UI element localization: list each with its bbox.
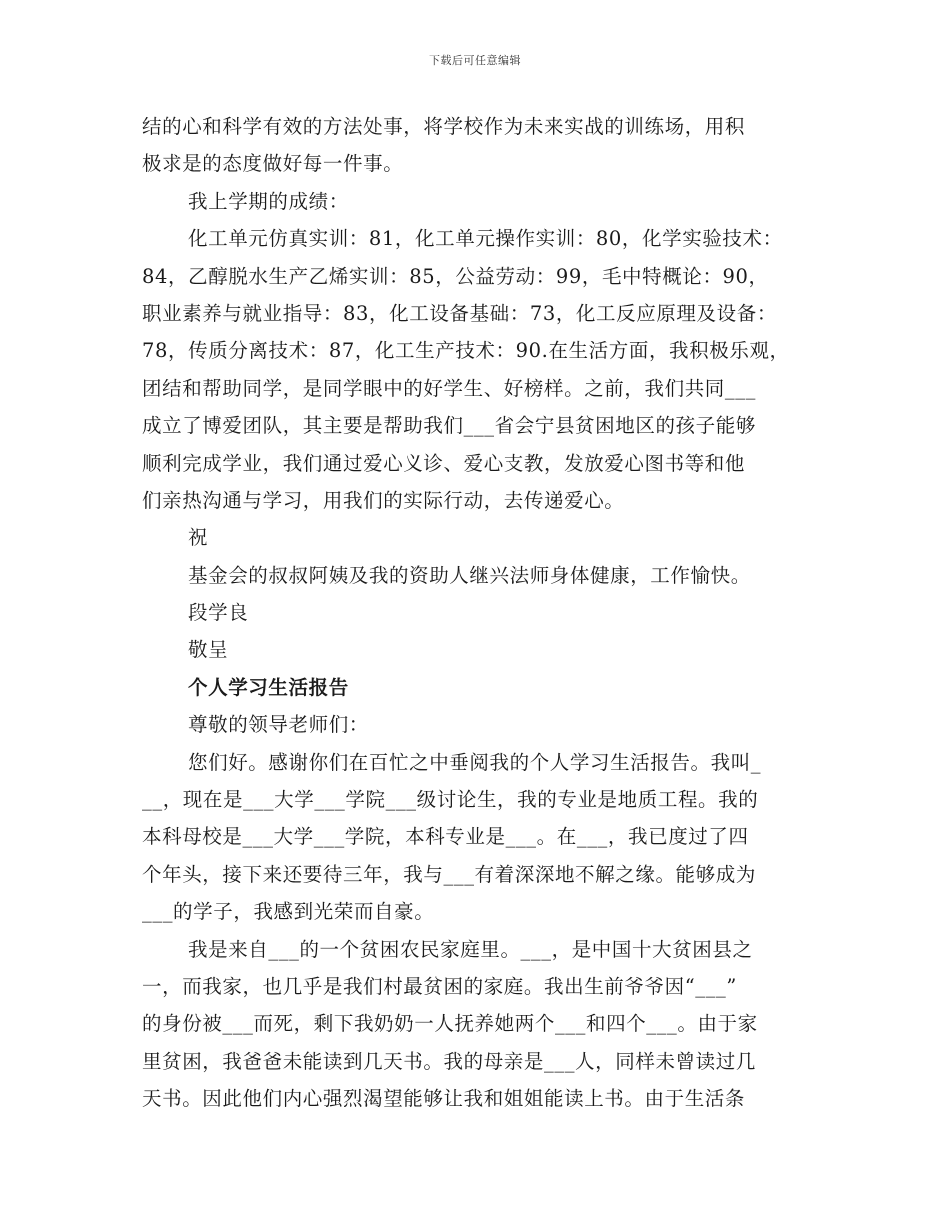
text-line: 职业素养与就业指导：83，化工设备基础：73，化工反应原理及设备： bbox=[142, 301, 777, 325]
text-line: 里贫困，我爸爸未能读到几天书。我的母亲是___人，同样未曾读过几 bbox=[142, 1049, 756, 1073]
text-line: 的身份被___而死，剩下我奶奶一人抚养她两个___和四个___。由于家 bbox=[142, 1012, 758, 1036]
text-line: 本科母校是___大学___学院，本科专业是___。在___，我已度过了四 bbox=[142, 825, 749, 849]
text-line: 成立了博爱团队，其主要是帮助我们___省会宁县贫困地区的孩子能够 bbox=[142, 414, 756, 438]
document-body bbox=[142, 108, 822, 1118]
text-line: 我上学期的成绩： bbox=[188, 189, 349, 213]
text-line: 84，乙醇脱水生产乙烯实训：85，公益劳动：99，毛中特概论：90， bbox=[142, 264, 769, 288]
text-line: 我是来自___的一个贫困农民家庭里。___，是中国十大贫困县之 bbox=[188, 937, 753, 961]
text-line: 们亲热沟通与学习，用我们的实际行动，去传递爱心。 bbox=[142, 488, 625, 512]
text-line: 团结和帮助同学，是同学眼中的好学生、好榜样。之前，我们共同___ bbox=[142, 376, 756, 400]
text-line: 一，而我家，也几乎是我们村最贫困的家庭。我出生前爷爷因“___” bbox=[142, 974, 737, 998]
text-line: 极求是的态度做好每一件事。 bbox=[142, 152, 404, 176]
text-line: 段学良 bbox=[188, 601, 249, 625]
text-line: 化工单元仿真实训：81，化工单元操作实训：80，化学实验技术： bbox=[188, 227, 783, 251]
page-header: 下载后可任意编辑 bbox=[429, 54, 521, 67]
text-line: 78，传质分离技术：87，化工生产技术：90.在生活方面，我积极乐观， bbox=[142, 339, 790, 363]
text-line: 天书。因此他们内心强烈渴望能够让我和姐姐能读上书。由于生活条 bbox=[142, 1087, 746, 1111]
section-title: 个人学习生活报告 bbox=[188, 675, 349, 699]
text-line: 个年头，接下来还要待三年，我与___有着深深地不解之缘。能够成为 bbox=[142, 862, 756, 886]
text-line: 基金会的叔叔阿姨及我的资助人继兴法师身体健康，工作愉快。 bbox=[188, 563, 751, 587]
text-line: 祝 bbox=[188, 526, 209, 550]
text-line: 敬呈 bbox=[188, 638, 229, 662]
text-line: __，现在是___大学___学院___级讨论生，我的专业是地质工程。我的 bbox=[142, 788, 759, 812]
text-line: 您们好。感谢你们在百忙之中垂阅我的个人学习生活报告。我叫_ bbox=[188, 750, 762, 774]
text-line: 顺利完成学业，我们通过爱心义诊、爱心支教，发放爱心图书等和他 bbox=[142, 451, 746, 475]
text-line: 结的心和科学有效的方法处事，将学校作为未来实战的训练场，用积 bbox=[142, 115, 746, 138]
text-line: ___的学子，我感到光荣而自豪。 bbox=[142, 900, 435, 924]
text-line: 尊敬的领导老师们： bbox=[188, 713, 369, 737]
